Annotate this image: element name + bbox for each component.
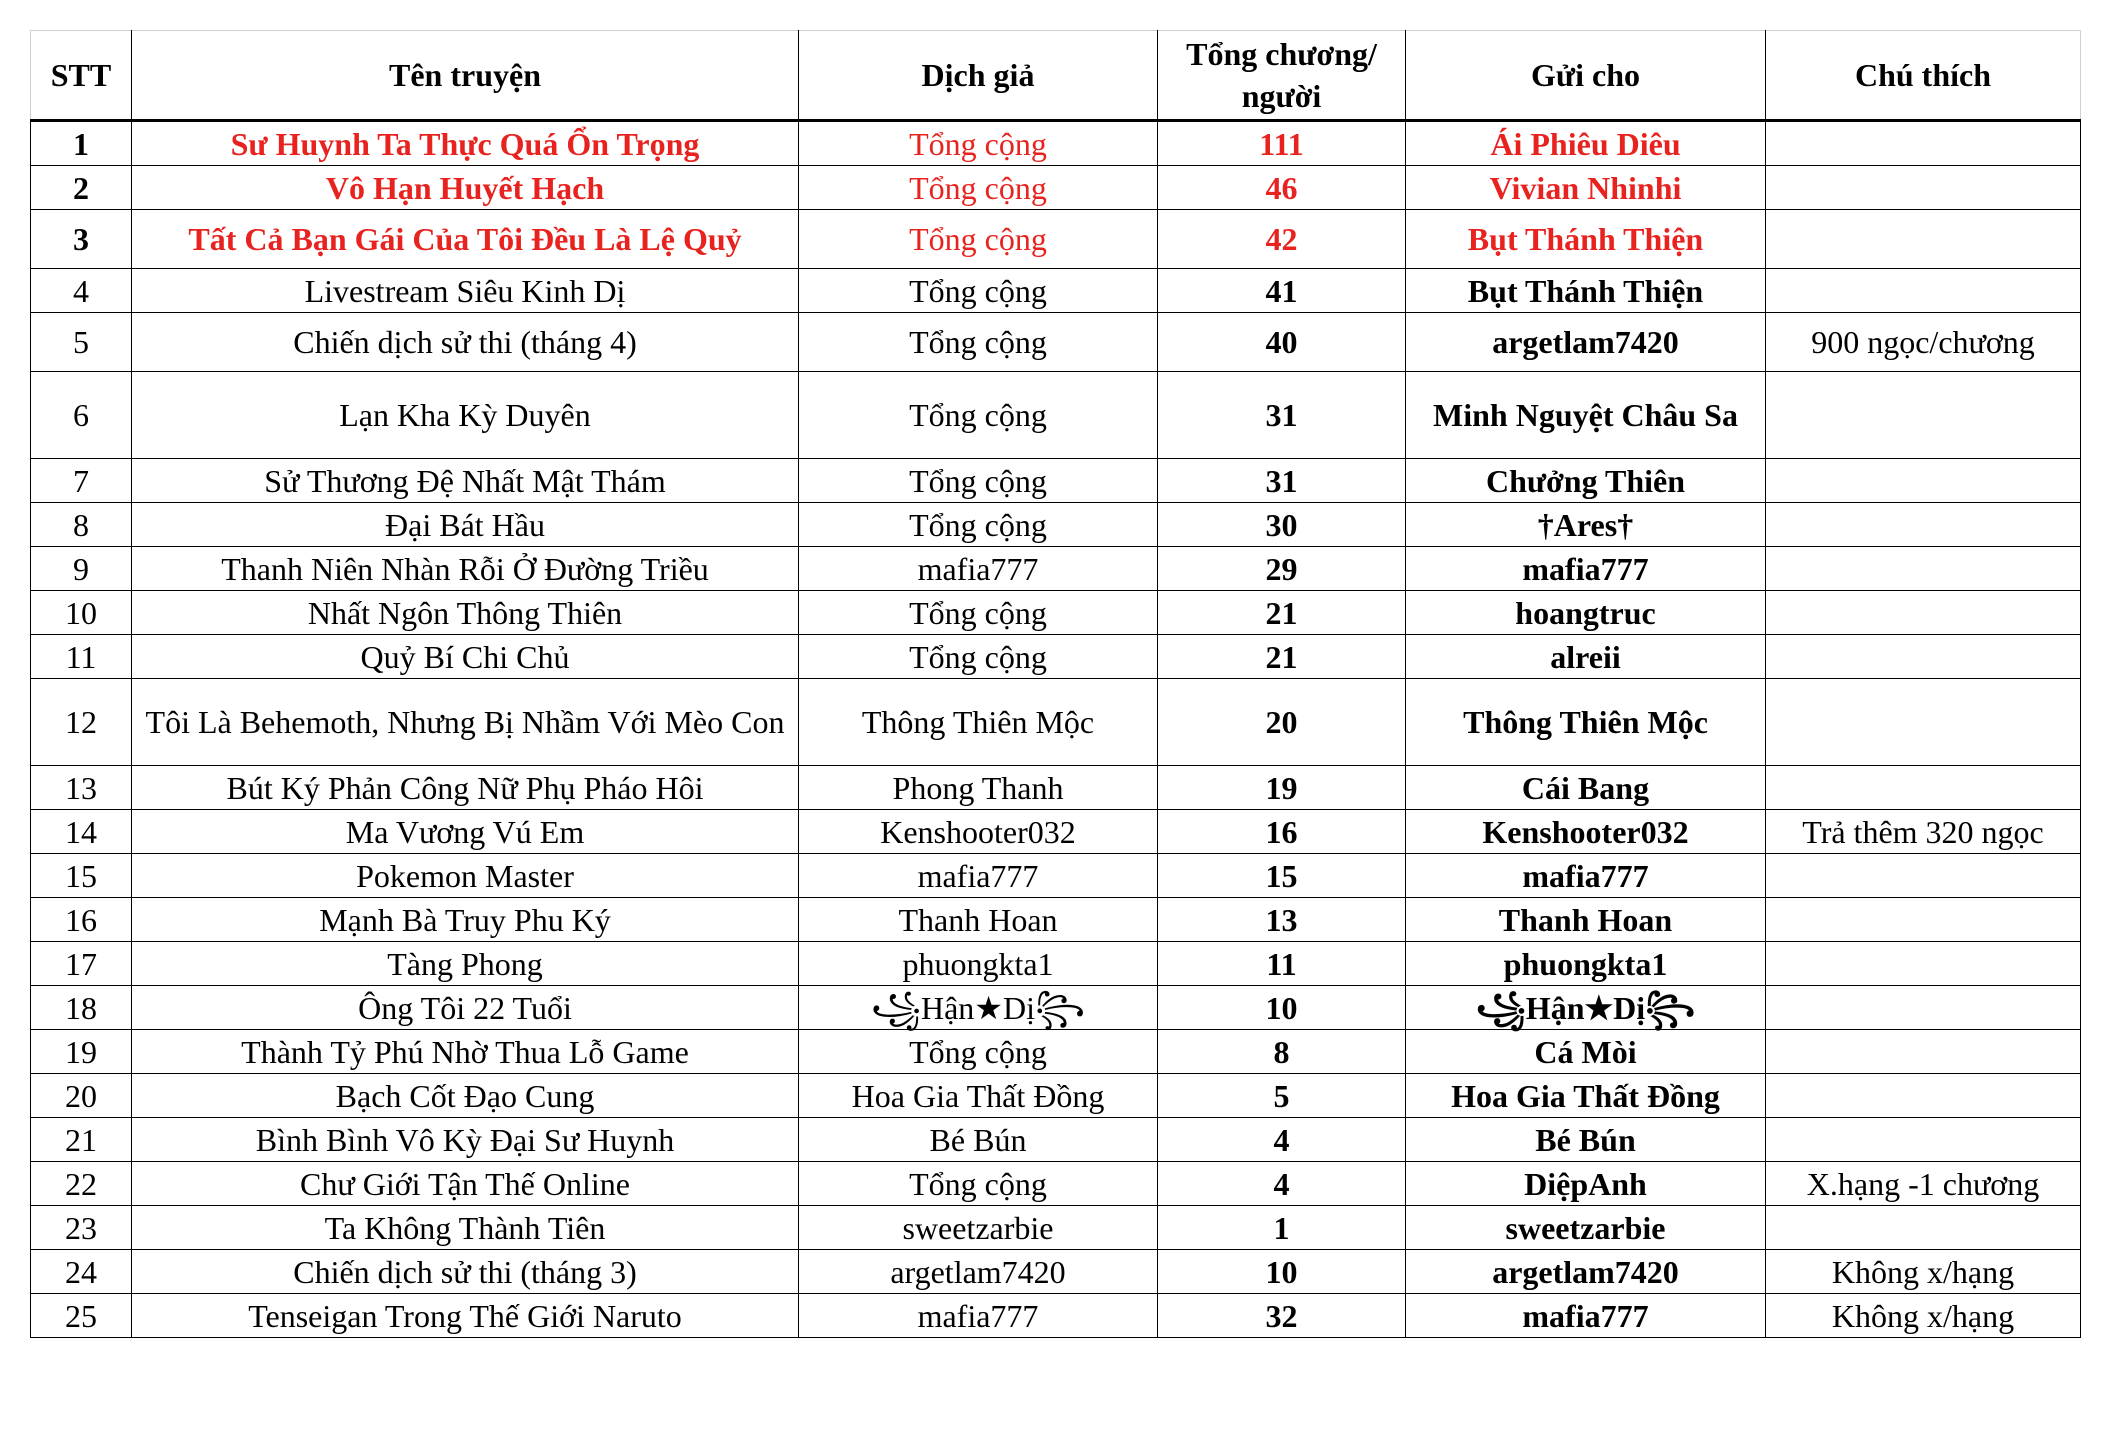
table-row (31, 503, 2081, 547)
row-note: Trả thêm 320 ngọc (1766, 810, 2081, 854)
row-recipient: Thông Thiên Mộc (1406, 679, 1766, 766)
row-title: Vô Hạn Huyết Hạch (132, 166, 799, 210)
table-row (31, 1118, 2081, 1162)
header-translator: Dịch giả (799, 31, 1158, 121)
row-recipient: mafia777 (1406, 854, 1766, 898)
row-recipient: Bụt Thánh Thiện (1406, 269, 1766, 313)
row-stt: 12 (31, 679, 132, 766)
row-recipient: Kenshooter032 (1406, 810, 1766, 854)
row-recipient: †Ares† (1406, 503, 1766, 547)
row-title: Sư Huynh Ta Thực Quá Ổn Trọng (132, 121, 799, 166)
table-row (31, 1206, 2081, 1250)
row-title: Ma Vương Vú Em (132, 810, 799, 854)
row-total: 15 (1158, 854, 1406, 898)
header-title: Tên truyện (132, 31, 799, 121)
row-note (1766, 898, 2081, 942)
row-stt: 14 (31, 810, 132, 854)
row-total: 31 (1158, 372, 1406, 459)
row-total: 20 (1158, 679, 1406, 766)
row-note (1766, 1206, 2081, 1250)
table-row (31, 635, 2081, 679)
row-translator: Tổng cộng (799, 591, 1158, 635)
row-total: 31 (1158, 459, 1406, 503)
row-total: 13 (1158, 898, 1406, 942)
row-recipient: sweetzarbie (1406, 1206, 1766, 1250)
row-translator: Phong Thanh (799, 766, 1158, 810)
table-row (31, 1250, 2081, 1294)
row-note (1766, 942, 2081, 986)
row-translator: Tổng cộng (799, 1162, 1158, 1206)
table-row (31, 547, 2081, 591)
table-row (31, 1074, 2081, 1118)
row-title: Chư Giới Tận Thế Online (132, 1162, 799, 1206)
row-note: 900 ngọc/chương (1766, 313, 2081, 372)
row-translator: Tổng cộng (799, 1030, 1158, 1074)
table-row (31, 591, 2081, 635)
row-stt: 19 (31, 1030, 132, 1074)
row-title: Chiến dịch sử thi (tháng 3) (132, 1250, 799, 1294)
row-total: 11 (1158, 942, 1406, 986)
row-total: 40 (1158, 313, 1406, 372)
row-title: Bình Bình Vô Kỳ Đại Sư Huynh (132, 1118, 799, 1162)
row-translator: Tổng cộng (799, 121, 1158, 166)
row-stt: 8 (31, 503, 132, 547)
row-total: 5 (1158, 1074, 1406, 1118)
row-total: 42 (1158, 210, 1406, 269)
row-stt: 17 (31, 942, 132, 986)
row-note (1766, 121, 2081, 166)
row-note (1766, 166, 2081, 210)
row-title: Sử Thương Đệ Nhất Mật Thám (132, 459, 799, 503)
row-title: Đại Bát Hầu (132, 503, 799, 547)
row-note (1766, 1030, 2081, 1074)
row-stt: 13 (31, 766, 132, 810)
row-stt: 15 (31, 854, 132, 898)
row-total: 16 (1158, 810, 1406, 854)
row-title: Lạn Kha Kỳ Duyên (132, 372, 799, 459)
row-recipient: alreii (1406, 635, 1766, 679)
table-header (31, 31, 2081, 121)
row-note: Không x/hạng (1766, 1250, 2081, 1294)
row-stt: 1 (31, 121, 132, 166)
header-recipient: Gửi cho (1406, 31, 1766, 121)
row-recipient: ꧁Hận★Dị꧂ (1406, 986, 1766, 1030)
table-row (31, 810, 2081, 854)
header-total: Tổng chương/ người (1158, 31, 1406, 121)
row-total: 29 (1158, 547, 1406, 591)
row-total: 32 (1158, 1294, 1406, 1338)
row-translator: Tổng cộng (799, 166, 1158, 210)
row-total: 1 (1158, 1206, 1406, 1250)
row-translator: Tổng cộng (799, 269, 1158, 313)
row-translator: mafia777 (799, 854, 1158, 898)
row-recipient: hoangtruc (1406, 591, 1766, 635)
row-recipient: Minh Nguyệt Châu Sa (1406, 372, 1766, 459)
row-translator: Thông Thiên Mộc (799, 679, 1158, 766)
row-note: X.hạng -1 chương (1766, 1162, 2081, 1206)
row-note (1766, 635, 2081, 679)
row-recipient: mafia777 (1406, 547, 1766, 591)
table-row (31, 986, 2081, 1030)
table-row (31, 121, 2081, 166)
row-note (1766, 210, 2081, 269)
row-title: Tàng Phong (132, 942, 799, 986)
row-note (1766, 679, 2081, 766)
row-recipient: Thanh Hoan (1406, 898, 1766, 942)
row-title: Thanh Niên Nhàn Rỗi Ở Đường Triều (132, 547, 799, 591)
row-total: 19 (1158, 766, 1406, 810)
row-total: 21 (1158, 635, 1406, 679)
row-total: 4 (1158, 1118, 1406, 1162)
table-row (31, 269, 2081, 313)
row-total: 41 (1158, 269, 1406, 313)
row-stt: 25 (31, 1294, 132, 1338)
table-row (31, 679, 2081, 766)
row-recipient: Vivian Nhinhi (1406, 166, 1766, 210)
row-note: Không x/hạng (1766, 1294, 2081, 1338)
row-title: Quỷ Bí Chi Chủ (132, 635, 799, 679)
table-body (31, 121, 2081, 1338)
row-recipient: DiệpAnh (1406, 1162, 1766, 1206)
row-total: 10 (1158, 1250, 1406, 1294)
row-note (1766, 1118, 2081, 1162)
row-title: Bạch Cốt Đạo Cung (132, 1074, 799, 1118)
row-note (1766, 503, 2081, 547)
table-row (31, 898, 2081, 942)
row-recipient: argetlam7420 (1406, 313, 1766, 372)
row-title: Bút Ký Phản Công Nữ Phụ Pháo Hôi (132, 766, 799, 810)
row-note (1766, 1074, 2081, 1118)
row-stt: 6 (31, 372, 132, 459)
row-stt: 21 (31, 1118, 132, 1162)
header-row (31, 31, 2081, 121)
row-title: Pokemon Master (132, 854, 799, 898)
table-row (31, 854, 2081, 898)
row-stt: 4 (31, 269, 132, 313)
row-recipient: mafia777 (1406, 1294, 1766, 1338)
row-total: 10 (1158, 986, 1406, 1030)
row-total: 30 (1158, 503, 1406, 547)
header-stt: STT (31, 31, 132, 121)
header-note: Chú thích (1766, 31, 2081, 121)
row-stt: 11 (31, 635, 132, 679)
row-translator: argetlam7420 (799, 1250, 1158, 1294)
ranking-table (30, 30, 2081, 1338)
table-row (31, 372, 2081, 459)
row-recipient: Cá Mòi (1406, 1030, 1766, 1074)
row-recipient: Hoa Gia Thất Đồng (1406, 1074, 1766, 1118)
row-translator: mafia777 (799, 547, 1158, 591)
row-stt: 7 (31, 459, 132, 503)
row-recipient: Cái Bang (1406, 766, 1766, 810)
row-title: Livestream Siêu Kinh Dị (132, 269, 799, 313)
table-row (31, 459, 2081, 503)
row-note (1766, 766, 2081, 810)
row-note (1766, 591, 2081, 635)
row-note (1766, 986, 2081, 1030)
row-stt: 16 (31, 898, 132, 942)
row-recipient: Chưởng Thiên (1406, 459, 1766, 503)
row-translator: Thanh Hoan (799, 898, 1158, 942)
row-stt: 20 (31, 1074, 132, 1118)
row-title: Chiến dịch sử thi (tháng 4) (132, 313, 799, 372)
row-stt: 10 (31, 591, 132, 635)
table-row (31, 766, 2081, 810)
row-stt: 3 (31, 210, 132, 269)
row-title: Mạnh Bà Truy Phu Ký (132, 898, 799, 942)
row-translator: Tổng cộng (799, 372, 1158, 459)
row-translator: mafia777 (799, 1294, 1158, 1338)
row-title: Thành Tỷ Phú Nhờ Thua Lỗ Game (132, 1030, 799, 1074)
row-total: 46 (1158, 166, 1406, 210)
row-title: Nhất Ngôn Thông Thiên (132, 591, 799, 635)
row-total: 21 (1158, 591, 1406, 635)
row-translator: Tổng cộng (799, 503, 1158, 547)
row-translator: Tổng cộng (799, 313, 1158, 372)
table-row (31, 210, 2081, 269)
row-stt: 24 (31, 1250, 132, 1294)
row-note (1766, 372, 2081, 459)
row-note (1766, 269, 2081, 313)
row-title: Tôi Là Behemoth, Nhưng Bị Nhầm Với Mèo Con (132, 679, 799, 766)
row-stt: 18 (31, 986, 132, 1030)
row-title: Tenseigan Trong Thế Giới Naruto (132, 1294, 799, 1338)
row-title: Tất Cả Bạn Gái Của Tôi Đều Là Lệ Quỷ (132, 210, 799, 269)
row-stt: 2 (31, 166, 132, 210)
table-row (31, 942, 2081, 986)
row-title: Ông Tôi 22 Tuổi (132, 986, 799, 1030)
row-note (1766, 854, 2081, 898)
row-recipient: Bụt Thánh Thiện (1406, 210, 1766, 269)
row-note (1766, 547, 2081, 591)
row-total: 4 (1158, 1162, 1406, 1206)
table-row (31, 1030, 2081, 1074)
table-row (31, 166, 2081, 210)
row-translator: Tổng cộng (799, 210, 1158, 269)
row-total: 111 (1158, 121, 1406, 166)
row-translator: Tổng cộng (799, 635, 1158, 679)
row-translator: sweetzarbie (799, 1206, 1158, 1250)
table-row (31, 1162, 2081, 1206)
table-row (31, 1294, 2081, 1338)
row-stt: 9 (31, 547, 132, 591)
row-recipient: argetlam7420 (1406, 1250, 1766, 1294)
row-recipient: phuongkta1 (1406, 942, 1766, 986)
row-stt: 5 (31, 313, 132, 372)
row-translator: Bé Bún (799, 1118, 1158, 1162)
row-translator: Hoa Gia Thất Đồng (799, 1074, 1158, 1118)
row-translator: Tổng cộng (799, 459, 1158, 503)
row-translator: phuongkta1 (799, 942, 1158, 986)
row-recipient: Bé Bún (1406, 1118, 1766, 1162)
row-stt: 22 (31, 1162, 132, 1206)
row-translator: ꧁Hận★Dị꧂ (799, 986, 1158, 1030)
row-total: 8 (1158, 1030, 1406, 1074)
table-row (31, 313, 2081, 372)
row-stt: 23 (31, 1206, 132, 1250)
row-note (1766, 459, 2081, 503)
row-translator: Kenshooter032 (799, 810, 1158, 854)
row-title: Ta Không Thành Tiên (132, 1206, 799, 1250)
row-recipient: Ái Phiêu Diêu (1406, 121, 1766, 166)
